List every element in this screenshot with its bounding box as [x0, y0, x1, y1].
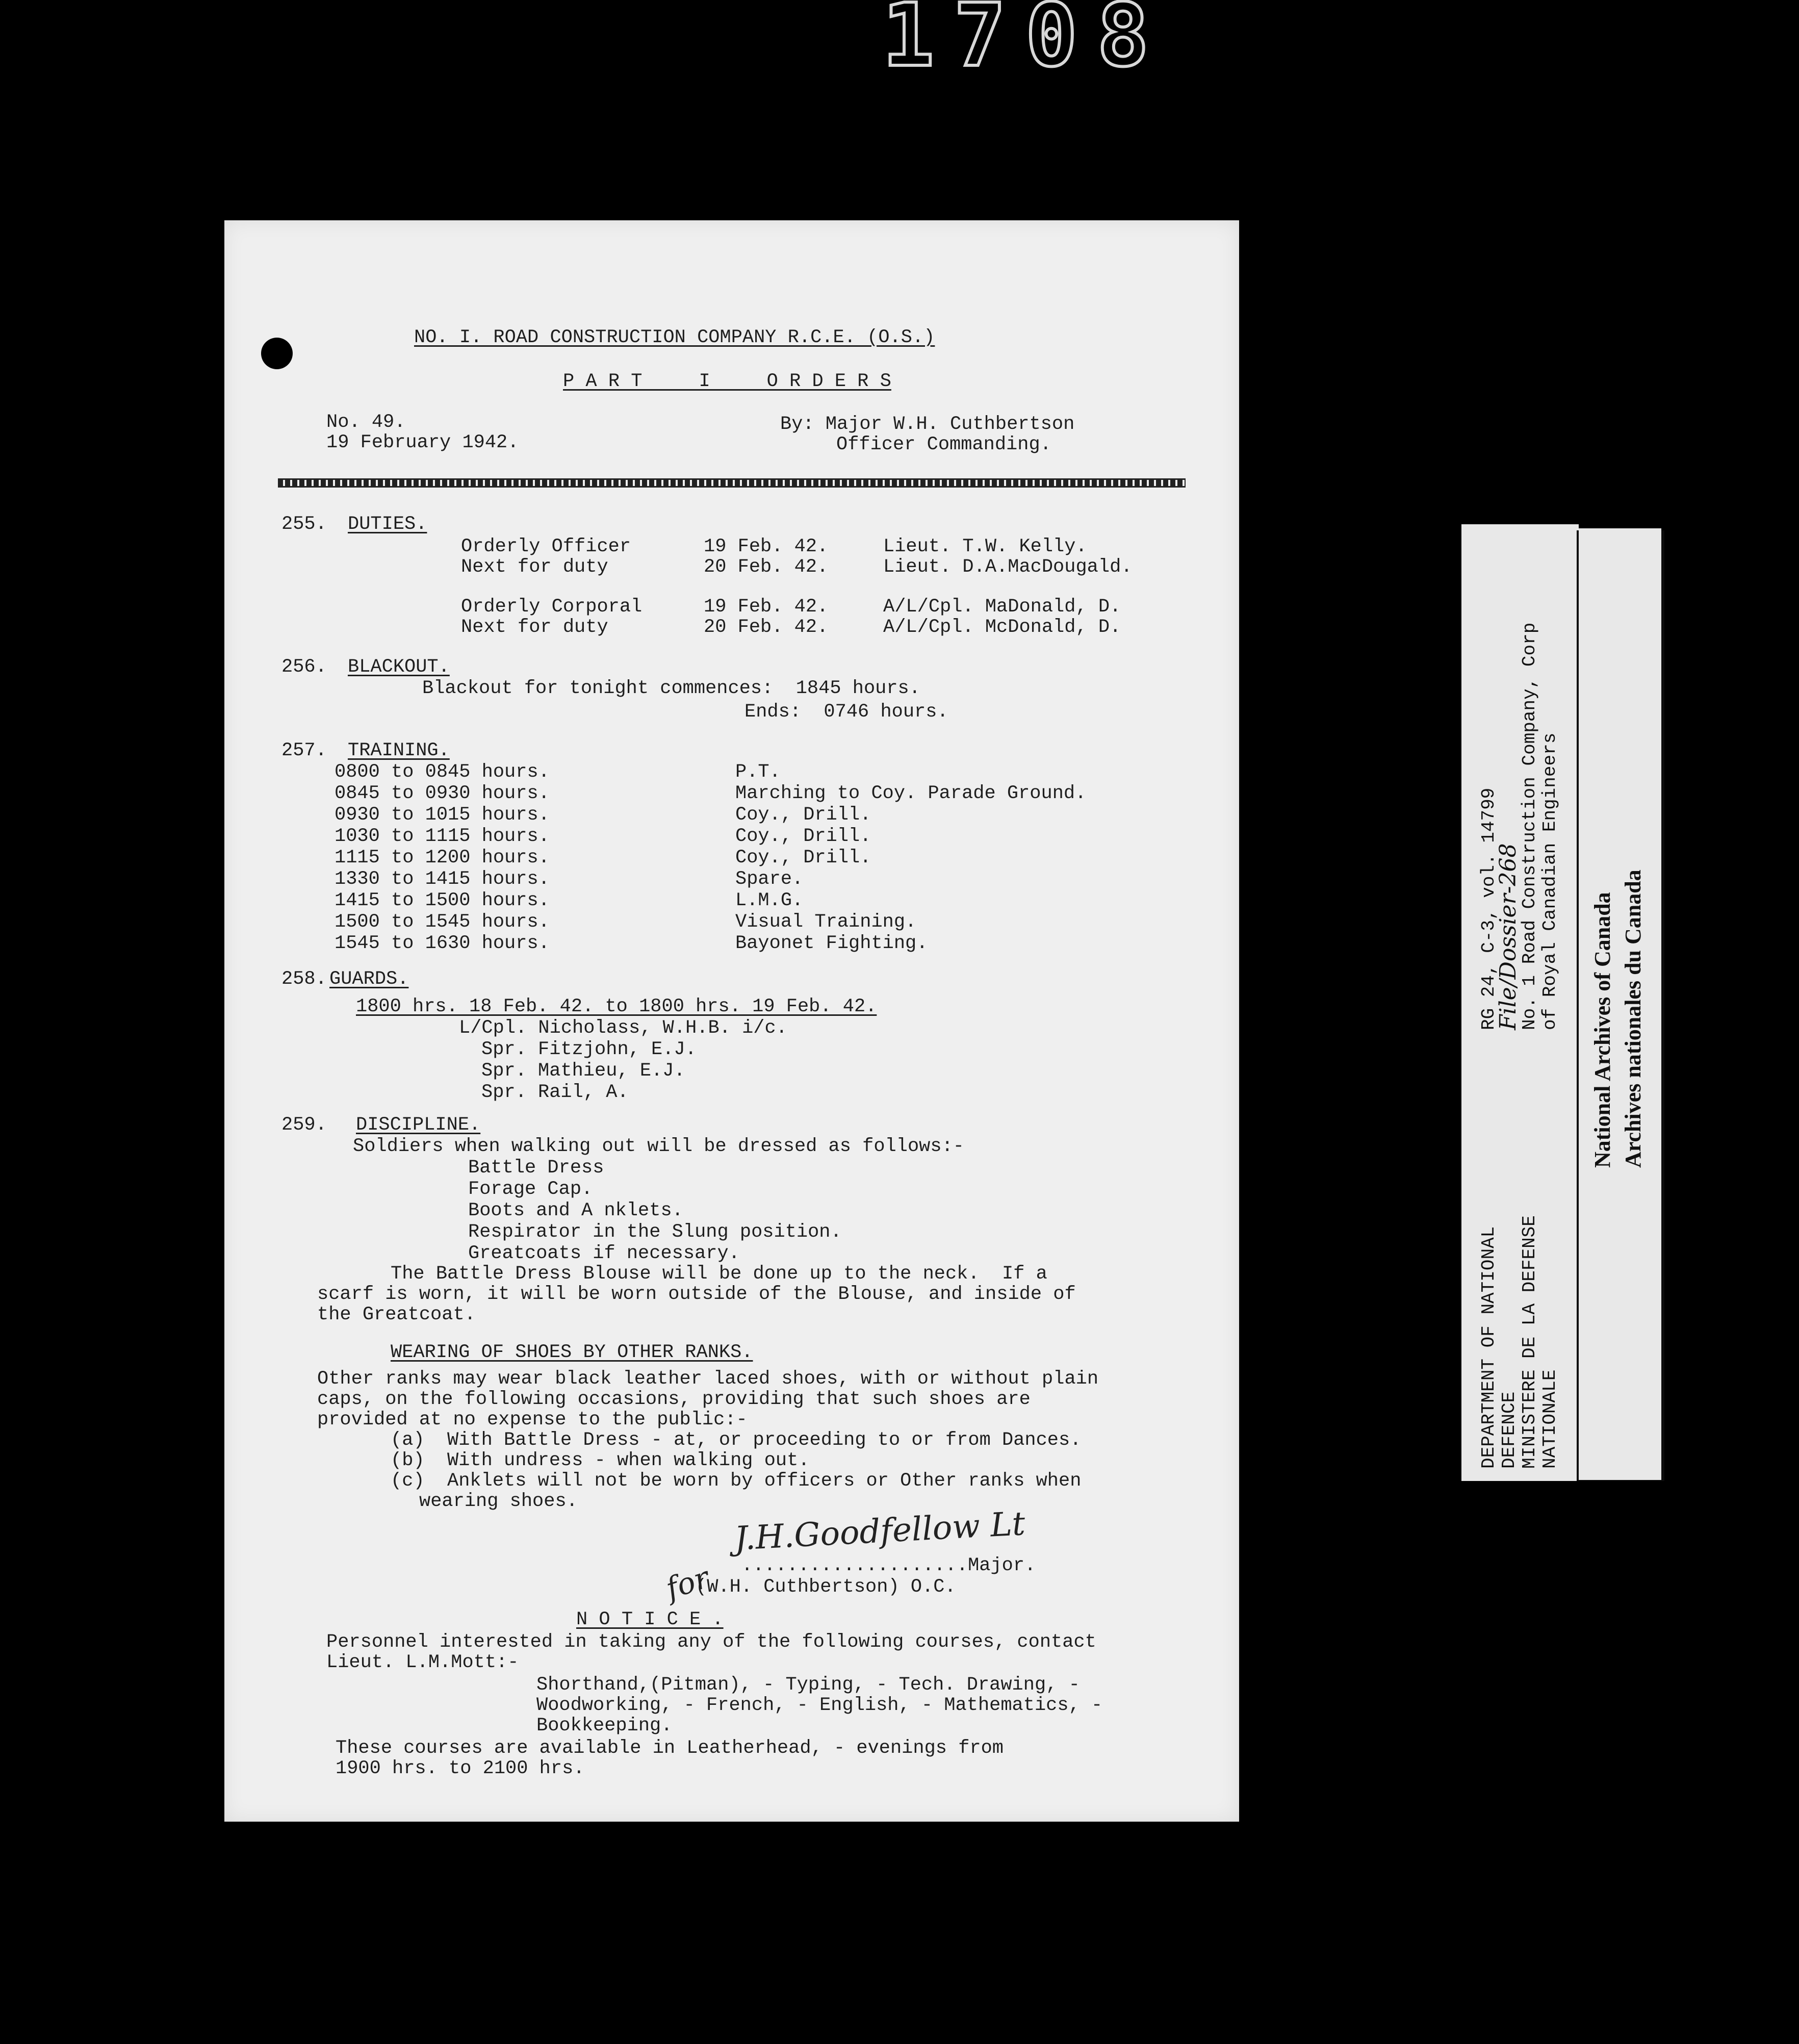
training-activity: Visual Training.: [735, 911, 917, 933]
shoes-item: (c) Anklets will not be worn by officers or Other ranks when: [391, 1470, 1082, 1492]
notice-text: These courses are available in Leatherhead, - evenings from: [336, 1738, 1004, 1759]
company-title: NO. I. ROAD CONSTRUCTION COMPANY R.C.E. (O.S.): [414, 327, 935, 348]
frame-number: 1708: [882, 0, 1169, 86]
archive-dept-line: NATIONALE: [1539, 1369, 1560, 1469]
training-time: 1330 to 1415 hours.: [335, 868, 550, 890]
order-date: 19 February 1942.: [326, 432, 519, 453]
guard-member: L/Cpl. Nicholass, W.H.B. i/c.: [459, 1017, 787, 1039]
shoes-paragraph: caps, on the following occasions, providing that such shoes are: [317, 1389, 1031, 1410]
duty-date: 20 Feb. 42.: [704, 617, 829, 638]
blackout-commences: Blackout for tonight commences: 1845 hours.: [422, 678, 920, 699]
section-heading-training: TRAINING.: [348, 740, 450, 761]
training-time: 1415 to 1500 hours.: [335, 890, 550, 911]
archive-file-number: File/Dossier-268: [1495, 843, 1521, 1030]
notice-text: 1900 hrs. to 2100 hrs.: [336, 1758, 585, 1779]
section-heading-blackout: BLACKOUT.: [348, 656, 450, 678]
discipline-paragraph: The Battle Dress Blouse will be done up to the neck. If a: [391, 1263, 1047, 1285]
orders-title: P A R T I O R D E R S: [563, 371, 891, 392]
shoes-item: (a) With Battle Dress - at, or proceeding to or from Dances.: [391, 1429, 1082, 1451]
shoes-item: wearing shoes.: [419, 1491, 578, 1512]
training-time: 1115 to 1200 hours.: [335, 847, 550, 868]
archive-reference: No. 1 Road Construction Company, Corp: [1519, 622, 1540, 1030]
course-list: Woodworking, - French, - English, - Mathematics, -: [536, 1695, 1103, 1716]
signature-for: for: [661, 1560, 713, 1606]
separator-rule: [278, 478, 1186, 488]
shoes-paragraph: provided at no expense to the public:-: [317, 1409, 748, 1430]
discipline-paragraph: scarf is worn, it will be worn outside of the Blouse, and inside of: [317, 1284, 1076, 1305]
duty-name: A/L/Cpl. McDonald, D.: [883, 617, 1121, 638]
duty-name: A/L/Cpl. MaDonald, D.: [883, 596, 1121, 618]
guard-member: Spr. Rail, A.: [481, 1082, 629, 1103]
training-activity: Coy., Drill.: [735, 804, 871, 826]
notice-text: Lieut. L.M.Mott:-: [326, 1652, 519, 1673]
archive-dept-line: DEPARTMENT OF NATIONAL: [1478, 1226, 1499, 1469]
training-activity: P.T.: [735, 761, 781, 783]
training-time: 0800 to 0845 hours.: [335, 761, 550, 783]
duty-name: Lieut. T.W. Kelly.: [883, 536, 1087, 557]
duty-date: 20 Feb. 42.: [704, 556, 829, 578]
signatory-name: (W.H. Cuthbertson) O.C.: [696, 1576, 956, 1598]
training-activity: Coy., Drill.: [735, 826, 871, 847]
section-number: 259.: [281, 1114, 327, 1136]
signature-line: ....................Major.: [741, 1555, 1036, 1576]
archive-dept-line: DEFENCE: [1499, 1391, 1520, 1469]
archive-name-english: National Archives of Canada: [1590, 892, 1615, 1168]
section-number: 255.: [281, 514, 327, 535]
blackout-ends: Ends: 0746 hours.: [744, 701, 948, 723]
shoes-heading: WEARING OF SHOES BY OTHER RANKS.: [391, 1342, 753, 1363]
archive-name-french: Archives nationales du Canada: [1621, 870, 1646, 1168]
training-activity: L.M.G.: [735, 890, 804, 911]
course-list: Bookkeeping.: [536, 1715, 673, 1736]
section-number: 258.: [281, 968, 327, 990]
duty-date: 19 Feb. 42.: [704, 596, 829, 618]
dress-item: Boots and A nklets.: [468, 1200, 683, 1221]
shoes-paragraph: Other ranks may wear black leather laced shoes, with or without plain: [317, 1368, 1099, 1390]
duty-role: Next for duty: [461, 556, 608, 578]
duty-role: Next for duty: [461, 617, 608, 638]
discipline-intro: Soldiers when walking out will be dressed as follows:-: [353, 1136, 964, 1157]
training-activity: Spare.: [735, 868, 804, 890]
notice-text: Personnel interested in taking any of the following courses, contact: [326, 1631, 1096, 1653]
archive-dept-line: MINISTERE DE LA DEFENSE: [1519, 1215, 1540, 1469]
guard-period: 1800 hrs. 18 Feb. 42. to 1800 hrs. 19 Feb. 42.: [356, 996, 877, 1017]
guard-member: Spr. Fitzjohn, E.J.: [481, 1039, 697, 1060]
training-time: 1030 to 1115 hours.: [335, 826, 550, 847]
training-time: 0930 to 1015 hours.: [335, 804, 550, 826]
order-number: No. 49.: [326, 412, 406, 433]
notice-heading: N O T I C E .: [576, 1609, 724, 1630]
dress-item: Greatcoats if necessary.: [468, 1243, 740, 1264]
course-list: Shorthand,(Pitman), - Typing, - Tech. Drawing, -: [536, 1674, 1080, 1696]
discipline-paragraph: the Greatcoat.: [317, 1304, 476, 1325]
training-time: 0845 to 0930 hours.: [335, 783, 550, 804]
dress-item: Forage Cap.: [468, 1179, 593, 1200]
dress-item: Battle Dress: [468, 1157, 604, 1179]
section-number: 257.: [281, 740, 327, 761]
section-heading-discipline: DISCIPLINE.: [356, 1114, 481, 1136]
duty-date: 19 Feb. 42.: [704, 536, 829, 557]
guard-member: Spr. Mathieu, E.J.: [481, 1060, 685, 1082]
training-time: 1500 to 1545 hours.: [335, 911, 550, 933]
training-activity: Coy., Drill.: [735, 847, 871, 868]
punch-hole: [261, 338, 293, 369]
training-activity: Marching to Coy. Parade Ground.: [735, 783, 1087, 804]
shoes-item: (b) With undress - when walking out.: [391, 1450, 810, 1471]
issued-by-title: Officer Commanding.: [836, 434, 1051, 455]
section-heading-duties: DUTIES.: [348, 514, 427, 535]
handwritten-signature: J.H.Goodfellow Lt: [733, 1505, 1026, 1558]
section-number: 256.: [281, 656, 327, 678]
duty-role: Orderly Corporal: [461, 596, 642, 618]
duty-name: Lieut. D.A.MacDougald.: [883, 556, 1133, 578]
duty-role: Orderly Officer: [461, 536, 631, 557]
archive-reference: RG 24, C-3, vol. 14799: [1478, 787, 1499, 1030]
section-heading-guards: GUARDS.: [329, 968, 409, 990]
issued-by: By: Major W.H. Cuthbertson: [780, 414, 1075, 435]
training-activity: Bayonet Fighting.: [735, 933, 928, 954]
archive-reference: of Royal Canadian Engineers: [1539, 732, 1560, 1030]
training-time: 1545 to 1630 hours.: [335, 933, 550, 954]
dress-item: Respirator in the Slung position.: [468, 1221, 842, 1243]
